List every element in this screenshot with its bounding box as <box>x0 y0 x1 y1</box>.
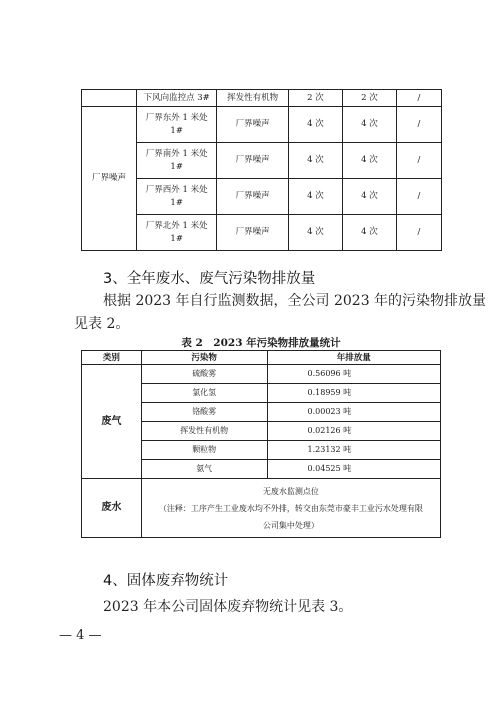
amount-cell: 0.00023 吨 <box>267 403 440 422</box>
table-row <box>82 179 442 215</box>
monitoring-table <box>81 89 442 251</box>
header-amount: 年排放量 <box>267 351 440 365</box>
amount-cell: 0.56096 吨 <box>267 365 440 384</box>
location-line: 厂界北外 1 米处 <box>145 220 208 231</box>
location-line: 1# <box>170 125 183 136</box>
table-row <box>82 90 442 107</box>
table-row <box>82 365 441 384</box>
table-cell: 2 次 <box>342 90 396 107</box>
note-line: 公司集中处理） <box>262 520 319 530</box>
note-line: （注释：工序产生工业废水均不外排，转交由东莞市豪丰工业污水处理有限 <box>158 503 423 513</box>
table-cell: 挥发性有机物 <box>217 90 289 107</box>
table-cell: / <box>396 215 441 251</box>
table-cell <box>136 107 216 143</box>
amount-cell: 0.18959 吨 <box>267 384 440 403</box>
amount-cell: 0.02126 吨 <box>267 422 440 441</box>
table-cell <box>136 179 216 215</box>
table-cell: 厂界噪声 <box>217 107 289 143</box>
table-cell: / <box>396 90 441 107</box>
pollutant-cell: 挥发性有机物 <box>141 422 267 441</box>
paragraph-line: 根据 2023 年自行监测数据，全公司 2023 年的污染物排放量 <box>103 293 487 309</box>
table-row <box>82 215 442 251</box>
header-category: 类别 <box>82 351 142 365</box>
table-cell: 下风向监控点 3# <box>136 90 216 107</box>
table-cell: 厂界噪声 <box>217 179 289 215</box>
header-pollutant: 污染物 <box>141 351 267 365</box>
pollutant-cell: 铬酸雾 <box>141 403 267 422</box>
table-cell: / <box>396 179 441 215</box>
table-cell: 4 次 <box>288 107 342 143</box>
location-line: 厂界东外 1 米处 <box>145 112 208 123</box>
group-label-cell: 厂界噪声 <box>82 107 137 251</box>
table-cell: / <box>396 143 441 179</box>
emissions-table <box>81 350 441 538</box>
table-cell: 4 次 <box>342 107 396 143</box>
location-line: 1# <box>170 233 183 244</box>
location-line: 厂界南外 1 米处 <box>145 148 208 159</box>
page-number: — 4 — <box>59 628 102 643</box>
table-cell: 厂界噪声 <box>217 215 289 251</box>
table-cell: 4 次 <box>288 215 342 251</box>
amount-cell: 0.04525 吨 <box>267 460 440 479</box>
amount-cell: 1.23132 吨 <box>267 441 440 460</box>
table-cell <box>82 90 137 107</box>
note-line: 无废水监测点位 <box>262 486 319 496</box>
table-cell: 2 次 <box>288 90 342 107</box>
table-cell: 厂界噪声 <box>217 143 289 179</box>
pollutant-cell: 硫酸雾 <box>141 365 267 384</box>
paragraph-line: 见表 2。 <box>74 316 130 332</box>
table-cell: / <box>396 107 441 143</box>
table-cell: 4 次 <box>288 143 342 179</box>
table-cell <box>136 215 216 251</box>
table-row <box>82 479 441 538</box>
pollutant-cell: 颗粒物 <box>141 441 267 460</box>
category-water: 废水 <box>82 479 142 538</box>
pollutant-cell: 氨气 <box>141 460 267 479</box>
category-gas: 废气 <box>82 365 142 479</box>
table-cell <box>136 143 216 179</box>
location-line: 1# <box>170 197 183 208</box>
section-heading: 4、固体废弃物统计 <box>103 573 229 589</box>
table-caption: 表 2 2023 年污染物排放量统计 <box>181 337 341 349</box>
table-header-row <box>82 351 441 365</box>
table-cell: 4 次 <box>342 143 396 179</box>
location-line: 1# <box>170 161 183 172</box>
location-line: 厂界西外 1 米处 <box>145 184 208 195</box>
pollutant-cell: 氯化氢 <box>141 384 267 403</box>
paragraph-line: 2023 年本公司固体废弃物统计见表 3。 <box>103 599 353 615</box>
table-row <box>82 107 442 143</box>
table-cell: 4 次 <box>342 215 396 251</box>
section-heading: 3、全年废水、废气污染物排放量 <box>103 271 316 287</box>
table-row <box>82 143 442 179</box>
water-note-cell <box>141 479 440 538</box>
table-cell: 4 次 <box>342 179 396 215</box>
table-cell: 4 次 <box>288 179 342 215</box>
